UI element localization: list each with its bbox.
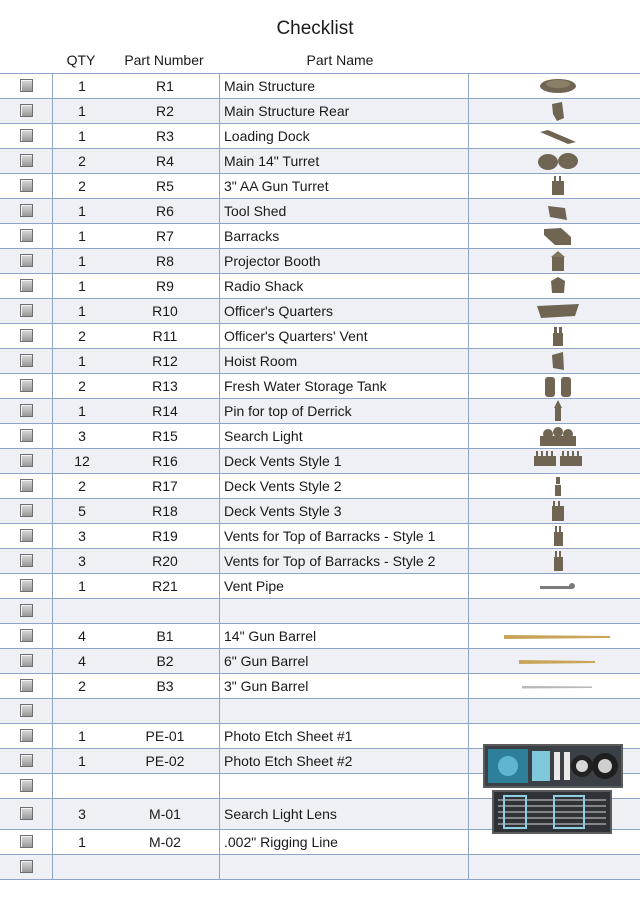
part-image-cell	[469, 399, 640, 424]
table-row	[0, 424, 640, 449]
qty-cell: 12	[53, 449, 112, 474]
part-number-cell: R11	[111, 324, 220, 349]
part-image-cell	[469, 599, 640, 624]
table-row	[0, 324, 640, 349]
table-row	[0, 499, 640, 524]
part-number-cell: R14	[111, 399, 220, 424]
part-number-cell: M-01	[111, 799, 220, 830]
qty-cell: 1	[53, 74, 112, 99]
table-row	[0, 649, 640, 674]
part-name-cell: Officer's Quarters	[220, 299, 469, 324]
qty-cell	[53, 599, 112, 624]
checkbox[interactable]	[20, 604, 33, 617]
qty-cell: 1	[53, 830, 112, 855]
checkbox[interactable]	[20, 204, 33, 217]
qty-cell: 5	[53, 499, 112, 524]
checkbox[interactable]	[20, 454, 33, 467]
qty-cell: 2	[53, 374, 112, 399]
qty-cell: 2	[53, 674, 112, 699]
qty-cell: 3	[53, 424, 112, 449]
part-name-cell: Hoist Room	[220, 349, 469, 374]
qty-cell: 1	[53, 349, 112, 374]
part-number-cell: R19	[111, 524, 220, 549]
part-image-cell	[469, 574, 640, 599]
part-image-cell	[469, 174, 640, 199]
part-name-cell: Barracks	[220, 224, 469, 249]
part-name-cell: Radio Shack	[220, 274, 469, 299]
checkbox[interactable]	[20, 79, 33, 92]
part-image-cell	[469, 124, 640, 149]
qty-cell: 4	[53, 624, 112, 649]
qty-cell: 1	[53, 274, 112, 299]
table-row	[0, 74, 640, 99]
part-number-cell: R17	[111, 474, 220, 499]
part-name-cell: Projector Booth	[220, 249, 469, 274]
checkbox[interactable]	[20, 429, 33, 442]
qty-cell	[53, 855, 112, 880]
part-number-cell: R10	[111, 299, 220, 324]
part-name-cell: Vents for Top of Barracks - Style 2	[220, 549, 469, 574]
part-image-cell	[469, 149, 640, 174]
part-number-cell: B2	[111, 649, 220, 674]
part-number-cell: R9	[111, 274, 220, 299]
page-title: Checklist	[276, 18, 354, 39]
qty-cell: 3	[53, 799, 112, 830]
checkbox[interactable]	[20, 379, 33, 392]
part-image-cell	[469, 199, 640, 224]
table-row	[0, 124, 640, 149]
qty-cell: 1	[53, 299, 112, 324]
part-image-cell	[469, 249, 640, 274]
part-image-cell	[469, 624, 640, 649]
part-image-cell	[469, 474, 640, 499]
part-name-cell: Search Light Lens	[220, 799, 469, 830]
table-row	[0, 199, 640, 224]
part-number-cell: R4	[111, 149, 220, 174]
part-image-cell	[469, 524, 640, 549]
qty-cell: 4	[53, 649, 112, 674]
part-image-cell	[469, 855, 640, 880]
qty-cell: 1	[53, 724, 112, 749]
part-image-cell	[469, 299, 640, 324]
table-row	[0, 624, 640, 649]
qty-column-header: QTY	[66, 52, 96, 68]
part-name-cell: Vent Pipe	[220, 574, 469, 599]
part-number-cell: R16	[111, 449, 220, 474]
part-image-cell	[469, 549, 640, 574]
table-row	[0, 549, 640, 574]
part-name-cell: Deck Vents Style 3	[220, 499, 469, 524]
table-row	[0, 855, 640, 880]
photo-etch-sheet-1-image	[483, 744, 623, 788]
part-name-cell: Search Light	[220, 424, 469, 449]
table-row	[0, 474, 640, 499]
checkbox[interactable]	[20, 504, 33, 517]
part-image-cell	[469, 499, 640, 524]
part-name-cell	[220, 774, 469, 799]
part-name-cell: Photo Etch Sheet #1	[220, 724, 469, 749]
qty-cell: 3	[53, 549, 112, 574]
part-number-cell: R18	[111, 499, 220, 524]
part-name-cell: Fresh Water Storage Tank	[220, 374, 469, 399]
table-row	[0, 674, 640, 699]
checkbox[interactable]	[20, 729, 33, 742]
part-name-cell: .002" Rigging Line	[220, 830, 469, 855]
checkbox[interactable]	[20, 779, 33, 792]
qty-cell: 1	[53, 199, 112, 224]
part-number-cell: R2	[111, 99, 220, 124]
part-number-cell: R5	[111, 174, 220, 199]
checkbox[interactable]	[20, 579, 33, 592]
part-name-cell: Main Structure	[220, 74, 469, 99]
checkbox[interactable]	[20, 404, 33, 417]
part-name-cell: Main Structure Rear	[220, 99, 469, 124]
part-number-cell	[111, 855, 220, 880]
part-name-cell: 3" Gun Barrel	[220, 674, 469, 699]
table-row	[0, 174, 640, 199]
table-row	[0, 599, 640, 624]
checkbox[interactable]	[20, 354, 33, 367]
part-name-cell	[220, 599, 469, 624]
part-name-cell: Officer's Quarters' Vent	[220, 324, 469, 349]
checkbox[interactable]	[20, 807, 33, 820]
part-image-cell	[469, 424, 640, 449]
part-name-cell: Deck Vents Style 1	[220, 449, 469, 474]
qty-cell	[53, 699, 112, 724]
qty-cell: 1	[53, 224, 112, 249]
photo-etch-sheet-2-image	[492, 790, 612, 834]
part-number-cell: PE-02	[111, 749, 220, 774]
table-row	[0, 299, 640, 324]
qty-cell: 2	[53, 174, 112, 199]
part-number-cell: R6	[111, 199, 220, 224]
checkbox[interactable]	[20, 179, 33, 192]
checkbox[interactable]	[20, 654, 33, 667]
checkbox[interactable]	[20, 254, 33, 267]
qty-cell: 1	[53, 249, 112, 274]
part-number-cell: B1	[111, 624, 220, 649]
part-image-cell	[469, 324, 640, 349]
checkbox[interactable]	[20, 835, 33, 848]
checkbox[interactable]	[20, 679, 33, 692]
part-number-cell: R20	[111, 549, 220, 574]
part-number-cell: R1	[111, 74, 220, 99]
part-number-cell: R8	[111, 249, 220, 274]
part-number-column-header: Part Number	[124, 52, 204, 68]
checkbox[interactable]	[20, 104, 33, 117]
checkbox[interactable]	[20, 754, 33, 767]
checkbox[interactable]	[20, 129, 33, 142]
part-image-cell	[469, 649, 640, 674]
table-row	[0, 399, 640, 424]
part-name-cell: 6" Gun Barrel	[220, 649, 469, 674]
part-number-cell: R3	[111, 124, 220, 149]
part-image-cell	[469, 274, 640, 299]
part-name-cell	[220, 699, 469, 724]
qty-cell: 3	[53, 524, 112, 549]
checkbox[interactable]	[20, 479, 33, 492]
part-name-cell: Tool Shed	[220, 199, 469, 224]
qty-cell: 1	[53, 124, 112, 149]
table-row	[0, 449, 640, 474]
qty-cell: 1	[53, 399, 112, 424]
qty-cell: 1	[53, 749, 112, 774]
part-name-cell: Main 14" Turret	[220, 149, 469, 174]
part-name-cell: 3" AA Gun Turret	[220, 174, 469, 199]
table-row	[0, 374, 640, 399]
table-row	[0, 99, 640, 124]
table-row	[0, 224, 640, 249]
checkbox[interactable]	[20, 554, 33, 567]
qty-cell: 2	[53, 474, 112, 499]
part-image-cell	[469, 674, 640, 699]
table-row	[0, 574, 640, 599]
part-number-cell: M-02	[111, 830, 220, 855]
part-number-cell	[111, 599, 220, 624]
qty-cell: 2	[53, 149, 112, 174]
part-number-cell: R12	[111, 349, 220, 374]
part-image-cell	[469, 224, 640, 249]
part-number-cell	[111, 774, 220, 799]
checkbox[interactable]	[20, 154, 33, 167]
checkbox[interactable]	[20, 860, 33, 873]
part-image-cell	[469, 349, 640, 374]
part-name-cell: Deck Vents Style 2	[220, 474, 469, 499]
table-row	[0, 274, 640, 299]
part-name-cell: Loading Dock	[220, 124, 469, 149]
part-name-cell	[220, 855, 469, 880]
qty-cell: 1	[53, 99, 112, 124]
table-row	[0, 249, 640, 274]
table-row	[0, 524, 640, 549]
part-number-cell: R13	[111, 374, 220, 399]
part-number-cell: R7	[111, 224, 220, 249]
qty-cell: 2	[53, 324, 112, 349]
part-number-cell: B3	[111, 674, 220, 699]
part-image-cell	[469, 74, 640, 99]
checkbox[interactable]	[20, 529, 33, 542]
checkbox[interactable]	[20, 229, 33, 242]
part-name-cell: Vents for Top of Barracks - Style 1	[220, 524, 469, 549]
checkbox[interactable]	[20, 304, 33, 317]
part-number-cell: R15	[111, 424, 220, 449]
part-number-cell: R21	[111, 574, 220, 599]
checkbox[interactable]	[20, 279, 33, 292]
checkbox[interactable]	[20, 329, 33, 342]
checkbox[interactable]	[20, 704, 33, 717]
part-image-cell	[469, 99, 640, 124]
part-image-cell	[469, 374, 640, 399]
part-name-cell: Pin for top of Derrick	[220, 399, 469, 424]
part-image-cell	[469, 449, 640, 474]
part-number-cell	[111, 699, 220, 724]
part-name-cell: Photo Etch Sheet #2	[220, 749, 469, 774]
part-image-cell	[469, 699, 640, 724]
part-name-cell: 14" Gun Barrel	[220, 624, 469, 649]
part-name-column-header: Part Name	[306, 52, 374, 68]
part-number-cell: PE-01	[111, 724, 220, 749]
table-row	[0, 699, 640, 724]
table-row	[0, 349, 640, 374]
qty-cell: 1	[53, 574, 112, 599]
table-row	[0, 149, 640, 174]
checkbox[interactable]	[20, 629, 33, 642]
qty-cell	[53, 774, 112, 799]
